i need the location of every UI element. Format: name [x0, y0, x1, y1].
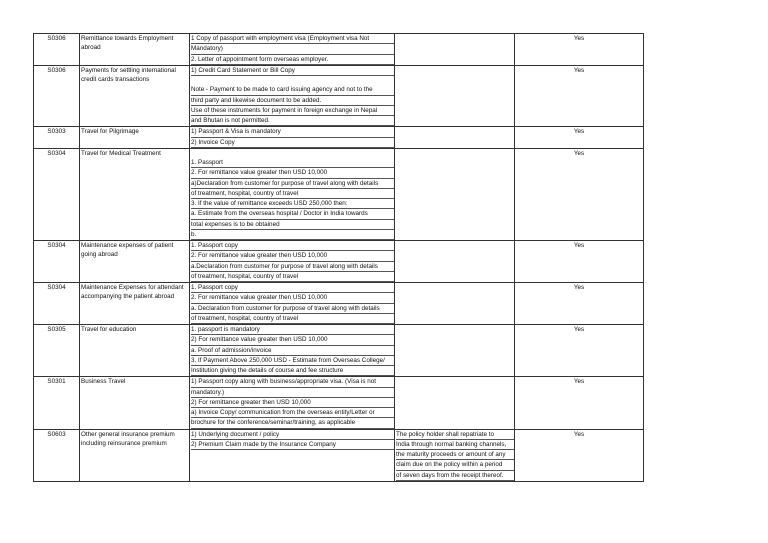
description-line: Travel for Pilgrimage: [81, 128, 139, 136]
document-line: and Bhutan is not permitted.: [191, 116, 394, 126]
document-line: 2. Letter of appointment form overseas employer.: [191, 55, 394, 65]
document-line: a)Declaration from customer for purpose of travel along with details: [191, 179, 394, 189]
allowed-flag-cell: Yes: [515, 377, 644, 429]
documents-cell: [190, 283, 395, 325]
document-line: a) Invoice Copy/ communication from the overseas entity/Letter or: [191, 408, 394, 418]
purpose-code-cell: S0603: [34, 429, 80, 481]
description-line: Remittance towards Employment: [81, 35, 174, 42]
description-cell: [80, 241, 190, 283]
document-line: Mandatory): [191, 44, 394, 54]
document-line: 1. Passport copy: [191, 283, 394, 293]
description-line: abroad: [81, 44, 101, 52]
description-cell: [80, 377, 190, 429]
remarks-cell: [395, 283, 515, 325]
document-line: Note - Payment to be made to card issuing agency and not to the: [191, 85, 394, 95]
remarks-cell: [395, 34, 515, 66]
table-row: [34, 325, 644, 377]
document-line: 2. For remittance value greater then USD 10,000: [191, 251, 394, 261]
description-line: accompanying the patient abroad: [81, 293, 175, 301]
remarks-cell: [395, 127, 515, 149]
remarks-cell: [395, 429, 515, 481]
document-line: 1) Passport & Visa is mandatory: [191, 127, 394, 137]
document-line: 1. passport is mandatory: [191, 325, 394, 335]
description-cell: [80, 283, 190, 325]
document-line: Use of these instruments for payment in foreign exchange in Nepal: [191, 106, 394, 116]
remark-line: the maturity proceeds or amount of any: [396, 450, 514, 460]
table-row: [34, 283, 644, 325]
table-row: [34, 241, 644, 283]
description-line: going abroad: [81, 251, 118, 259]
document-line: 3. If the value of remittance exceeds USD 250,000 then:: [191, 199, 394, 209]
remarks-cell: [395, 65, 515, 127]
allowed-flag-cell: Yes: [515, 148, 644, 240]
description-cell: [80, 429, 190, 481]
remarks-cell: [395, 148, 515, 240]
purpose-code-cell: S0306: [34, 65, 80, 127]
document-line: total expenses is to be obtained: [191, 220, 394, 230]
description-cell: [80, 34, 190, 66]
remark-line: India through normal banking channels,: [396, 440, 514, 450]
document-line: 2. For remittance value greater then USD 10,000: [191, 293, 394, 303]
allowed-flag-cell: Yes: [515, 65, 644, 127]
documents-cell: [190, 325, 395, 377]
remark-line: claim due on the policy within a period: [396, 460, 514, 470]
document-line: 1 Copy of passport with employment visa (Employment visa Not: [191, 34, 394, 44]
document-line: brochure for the conference/seminar/training, as applicable: [191, 418, 394, 428]
description-line: Travel for Medical Treatment: [81, 149, 161, 157]
documents-cell: [190, 148, 395, 240]
allowed-flag-cell: Yes: [515, 325, 644, 377]
document-line: third party and likewise document to be added.: [191, 96, 394, 106]
remittance-documents-table: [33, 33, 644, 482]
remarks-cell: [395, 325, 515, 377]
description-line: Travel for education: [81, 326, 137, 333]
document-line: a. Declaration from customer for purpose of travel along with details: [191, 304, 394, 314]
description-line: credit cards transactions: [81, 76, 150, 83]
document-line: 3. If Payment Above 250,000 USD - Estimate from Overseas College/: [191, 356, 394, 366]
purpose-code-cell: S0304: [34, 241, 80, 283]
description-line: including reinsurance premium: [81, 439, 167, 447]
remark-line: of seven days from the receipt thereof.: [396, 471, 514, 481]
document-line: mandatory.): [191, 388, 394, 398]
description-cell: [80, 148, 190, 240]
table-row: [34, 34, 644, 66]
document-line: 2) For remittance greater then USD 10,000: [191, 398, 394, 408]
remark-line: The policy holder shall repatriate to: [396, 430, 514, 440]
allowed-flag-cell: Yes: [515, 34, 644, 66]
document-line: 2) Invoice Copy: [191, 138, 394, 148]
description-line: Business Travel: [81, 378, 126, 386]
table-row: [34, 127, 644, 149]
purpose-code-cell: S0305: [34, 325, 80, 377]
remarks-cell: [395, 377, 515, 429]
documents-cell: [190, 65, 395, 127]
description-cell: [80, 65, 190, 127]
purpose-code-cell: S0303: [34, 127, 80, 149]
table-row: [34, 377, 644, 429]
document-line: 1) Underlying document / policy: [191, 430, 394, 440]
remarks-cell: [395, 241, 515, 283]
allowed-flag-cell: Yes: [515, 429, 644, 481]
document-line: 1. Passport copy: [191, 241, 394, 251]
allowed-flag-cell: Yes: [515, 241, 644, 283]
document-line: a.Declaration from customer for purpose of travel along with details: [191, 262, 394, 272]
blank-line: [191, 149, 394, 158]
document-line: 1) Credit Card Statement or Bill Copy: [191, 66, 394, 76]
document-line: a. Proof of admission/invoice: [191, 346, 394, 356]
document-line: 1) Passport copy along with business/appropriate visa. (Visa is not: [191, 377, 394, 387]
documents-cell: [190, 241, 395, 283]
documents-cell: [190, 34, 395, 66]
blank-line: [191, 76, 394, 85]
description-line: Maintenance Expenses for attendant: [81, 284, 184, 291]
description-line: Payments for settling international: [81, 66, 176, 74]
table-row: [34, 148, 644, 240]
purpose-code-cell: S0304: [34, 283, 80, 325]
document-line: 2. For remittance value greater then USD 10,000: [191, 168, 394, 178]
purpose-code-cell: S0301: [34, 377, 80, 429]
document-line: a. Estimate from the overseas hospital / Doctor in India towards: [191, 209, 394, 219]
table-row: [34, 429, 644, 481]
allowed-flag-cell: Yes: [515, 283, 644, 325]
purpose-code-cell: S0306: [34, 34, 80, 66]
allowed-flag-cell: Yes: [515, 127, 644, 149]
description-line: Maintenance expenses of patient: [81, 242, 174, 249]
documents-cell: [190, 377, 395, 429]
documents-cell: [190, 127, 395, 149]
document-line: Institution giving the details of course and fee structure: [191, 366, 394, 376]
document-line: 1. Passport: [191, 158, 394, 168]
document-line: of treatment, hospital, country of travel: [191, 272, 394, 282]
description-cell: [80, 127, 190, 149]
document-line: 2) For remittance value greater then USD 10,000: [191, 335, 394, 345]
document-line: of treatment, hospital, country of travel: [191, 314, 394, 324]
purpose-code-cell: S0304: [34, 148, 80, 240]
document-line: of treatment, hospital, country of travel: [191, 189, 394, 199]
documents-cell: [190, 429, 395, 481]
table-row: [34, 65, 644, 127]
description-cell: [80, 325, 190, 377]
document-line: b.: [191, 230, 394, 240]
description-line: Other general insurance premium: [81, 430, 175, 438]
document-line: 2) Premium Claim made by the Insurance Company: [191, 440, 394, 450]
